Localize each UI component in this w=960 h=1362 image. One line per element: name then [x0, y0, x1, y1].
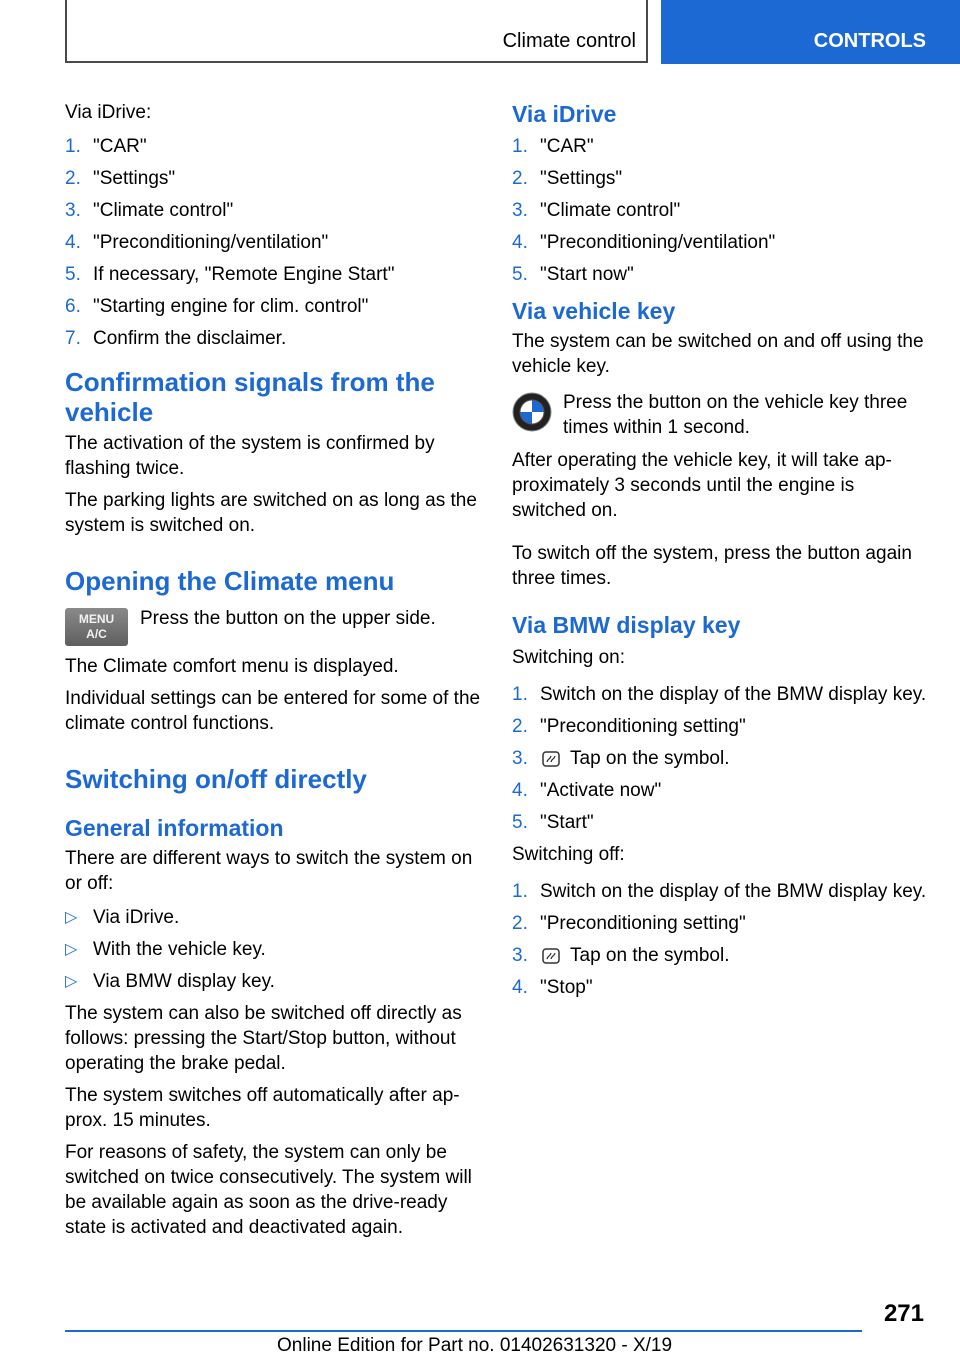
via-vehicle-key-heading: Via vehicle key [512, 298, 676, 324]
switch-off-steps [512, 879, 932, 1000]
list-item: 2. "Preconditioning setting" [512, 913, 746, 934]
confirmation-heading: Confirmation signals from the vehicle [65, 367, 435, 427]
key-text-3: To switch off the system, press the button again three times. [512, 543, 912, 589]
list-item: 3. Tap on the symbol. [512, 945, 730, 966]
menu-button-row [65, 606, 485, 646]
chapter-title: CONTROLS [813, 30, 926, 52]
menu-text-1: The Climate comfort menu is displayed. [65, 656, 399, 677]
list-item: 1. "CAR" [512, 136, 594, 157]
list-item: ▷ Via BMW display key. [65, 971, 275, 992]
list-item: 5. If necessary, "Remote Engine Start" [65, 264, 395, 285]
list-item: 1. Switch on the display of the BMW display key. [512, 684, 927, 705]
chapter-tab [661, 0, 960, 64]
idrive-steps-list [65, 134, 485, 351]
general-text-3: The system switches off automatically after ap‐prox. 15 minutes. [65, 1085, 460, 1131]
bmw-logo-icon [512, 392, 552, 432]
list-item: 2. "Settings" [512, 168, 623, 189]
section-title: Climate control [502, 30, 636, 52]
ways-list [65, 905, 485, 994]
page-number: 271 [883, 1300, 924, 1327]
display-key-heading: Via BMW display key [512, 612, 741, 638]
right-column [512, 100, 932, 1007]
confirmation-text-2: The parking lights are switched on as long as the system is switched on. [65, 490, 477, 536]
list-item: 6. "Starting engine for clim. control" [65, 296, 369, 317]
general-text-4: For reasons of safety, the system can only be switched on twice consecutively. The system will be available again as soon as the drive-ready state is activated and deactivated again. [65, 1142, 472, 1238]
key-text-1: The system can be switched on and off using the vehicle key. [512, 331, 924, 377]
idrive-start-steps [512, 134, 932, 287]
key-icon-text: Press the button on the vehicle key three times within 1 second. [563, 392, 908, 438]
list-item: 5. "Start" [512, 812, 594, 833]
via-idrive-heading: Via iDrive [512, 101, 617, 127]
vehicle-key-row [512, 390, 932, 440]
general-info-heading: General information [65, 815, 284, 841]
key-text-2: After operating the vehicle key, it will take ap‐proximately 3 seconds until the engine is switched on. [512, 450, 892, 521]
footer-divider [65, 1330, 862, 1332]
left-column [65, 100, 485, 1247]
confirmation-text-1: The activation of the system is confirmed by flashing twice. [65, 433, 435, 479]
list-item: 3. Tap on the symbol. [512, 748, 730, 769]
general-text-1: There are different ways to switch the system on or off: [65, 848, 473, 894]
list-item: 4. "Activate now" [512, 780, 662, 801]
intro-text: Via iDrive: [65, 102, 152, 123]
list-item: 4. "Preconditioning/ventilation" [65, 232, 329, 253]
preconditioning-icon [540, 946, 562, 966]
switching-on-label: Switching on: [512, 647, 626, 668]
menu-ac-button-icon: MENU A/C [65, 608, 128, 646]
menu-button-text: Press the button on the upper side. [140, 608, 436, 629]
list-item: 4. "Stop" [512, 977, 593, 998]
list-item: 7. Confirm the disclaimer. [65, 328, 287, 349]
list-item: 1. Switch on the display of the BMW display key. [512, 881, 927, 902]
menu-text-2: Individual settings can be entered for some of the climate control functions. [65, 688, 481, 734]
list-item: ▷ Via iDrive. [65, 907, 180, 928]
preconditioning-icon [540, 749, 562, 769]
switching-heading: Switching on/off directly [65, 764, 367, 794]
switching-off-label: Switching off: [512, 844, 625, 865]
list-item: ▷ With the vehicle key. [65, 939, 266, 960]
switch-on-steps [512, 682, 932, 835]
list-item: 2. "Preconditioning setting" [512, 716, 746, 737]
general-text-2: The system can also be switched off directly as follows: pressing the Start/Stop button, without operating the brake pedal. [65, 1003, 462, 1074]
list-item: 3. "Climate control" [512, 200, 681, 221]
edition-text: Online Edition for Part no. 01402631320 - X/19 [277, 1335, 673, 1356]
list-item: 2. "Settings" [65, 168, 176, 189]
list-item: 3. "Climate control" [65, 200, 234, 221]
climate-menu-heading: Opening the Climate menu [65, 566, 395, 596]
list-item: 1. "CAR" [65, 136, 147, 157]
list-item: 4. "Preconditioning/ventilation" [512, 232, 776, 253]
list-item: 5. "Start now" [512, 264, 634, 285]
